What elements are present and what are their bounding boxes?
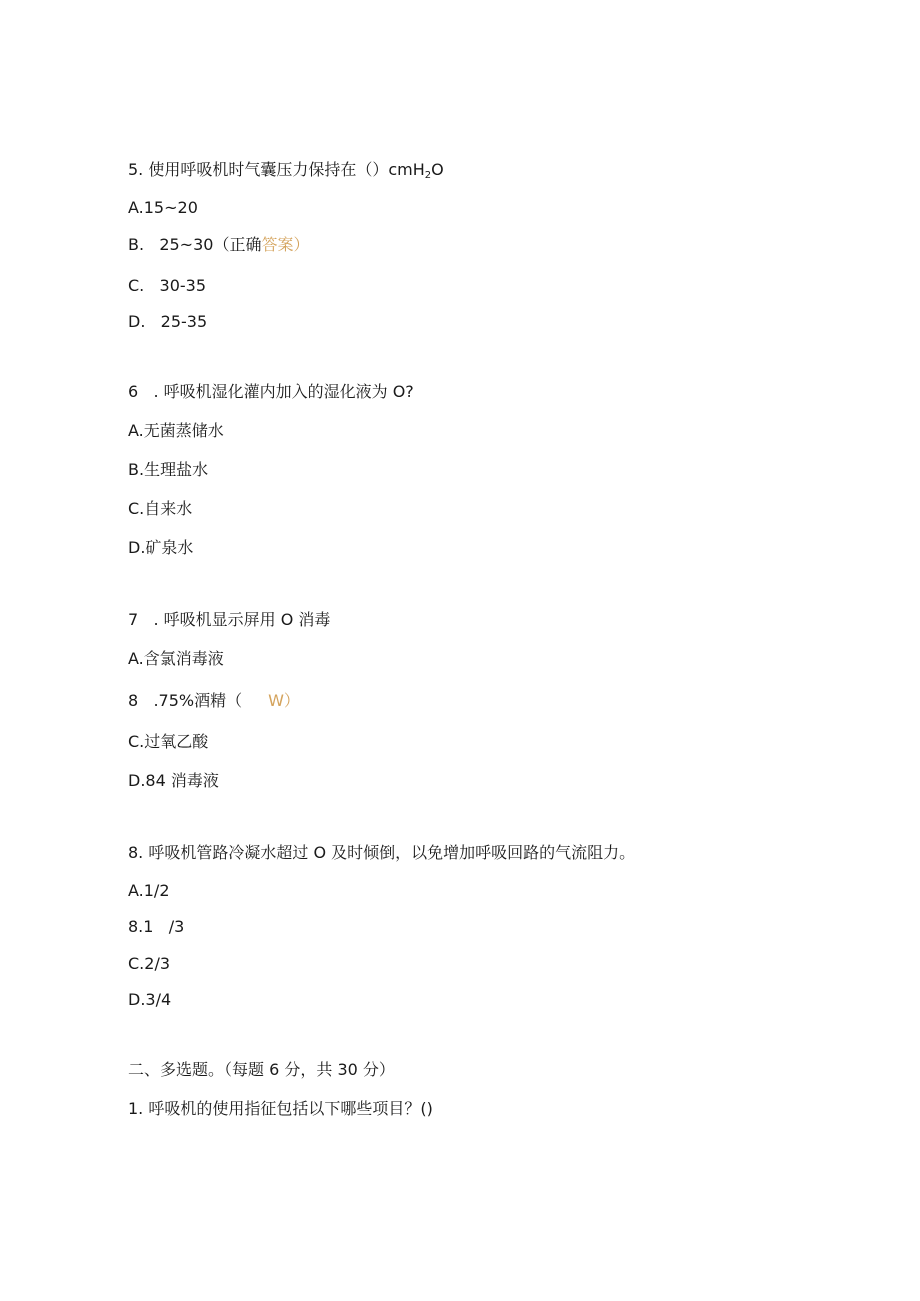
q8-stem: 8. 呼吸机管路冷凝水超过 O 及时倾倒，以免增加呼吸回路的气流阻力。 bbox=[128, 843, 636, 862]
q5-stem-text: 5. 使用呼吸机时气囊压力保持在（）cmH bbox=[128, 160, 425, 179]
q8-option-b: 8.1 /3 bbox=[128, 917, 185, 936]
q5-answer-mark: 答案） bbox=[261, 235, 310, 254]
q5-option-a: A.15~20 bbox=[128, 198, 198, 217]
q7-option-b bbox=[128, 691, 300, 711]
section-heading: 二、多选题。（每题 6 分，共 30 分） bbox=[128, 1060, 395, 1079]
q8-option-a: A.1/2 bbox=[128, 881, 170, 900]
q7-option-c: C.过氧乙酸 bbox=[128, 732, 209, 751]
q5-option-c: C. 30-35 bbox=[128, 276, 207, 295]
q5-option-b-text: B. 25~30（正确 bbox=[128, 235, 262, 254]
q5-option-d: D. 25-35 bbox=[128, 312, 208, 331]
q7-option-d: D.84 消毒液 bbox=[128, 771, 219, 790]
q6-stem: 6 . 呼吸机湿化灌内加入的湿化液为 O? bbox=[128, 382, 414, 401]
q7-stem: 7 . 呼吸机显示屏用 O 消毒 bbox=[128, 610, 331, 629]
q5-stem bbox=[128, 160, 444, 180]
q6-option-b: B.生理盐水 bbox=[128, 460, 209, 479]
q8-option-d: D.3/4 bbox=[128, 990, 172, 1009]
q5-stem-suffix: O bbox=[431, 160, 444, 179]
q7-answer-mark: W） bbox=[268, 691, 300, 710]
q7-option-b-text: 8 .75%酒精（ bbox=[128, 691, 243, 710]
q5-option-b bbox=[128, 235, 309, 255]
q6-option-d: D.矿泉水 bbox=[128, 538, 194, 557]
q6-option-c: C.自来水 bbox=[128, 499, 193, 518]
multi-q1-stem: 1. 呼吸机的使用指征包括以下哪些项目？() bbox=[128, 1099, 433, 1118]
q7-option-a: A.含氯消毒液 bbox=[128, 649, 224, 668]
q5-stem-subscript: 2 bbox=[424, 170, 432, 181]
q8-option-c: C.2/3 bbox=[128, 954, 171, 973]
q6-option-a: A.无菌蒸储水 bbox=[128, 421, 224, 440]
